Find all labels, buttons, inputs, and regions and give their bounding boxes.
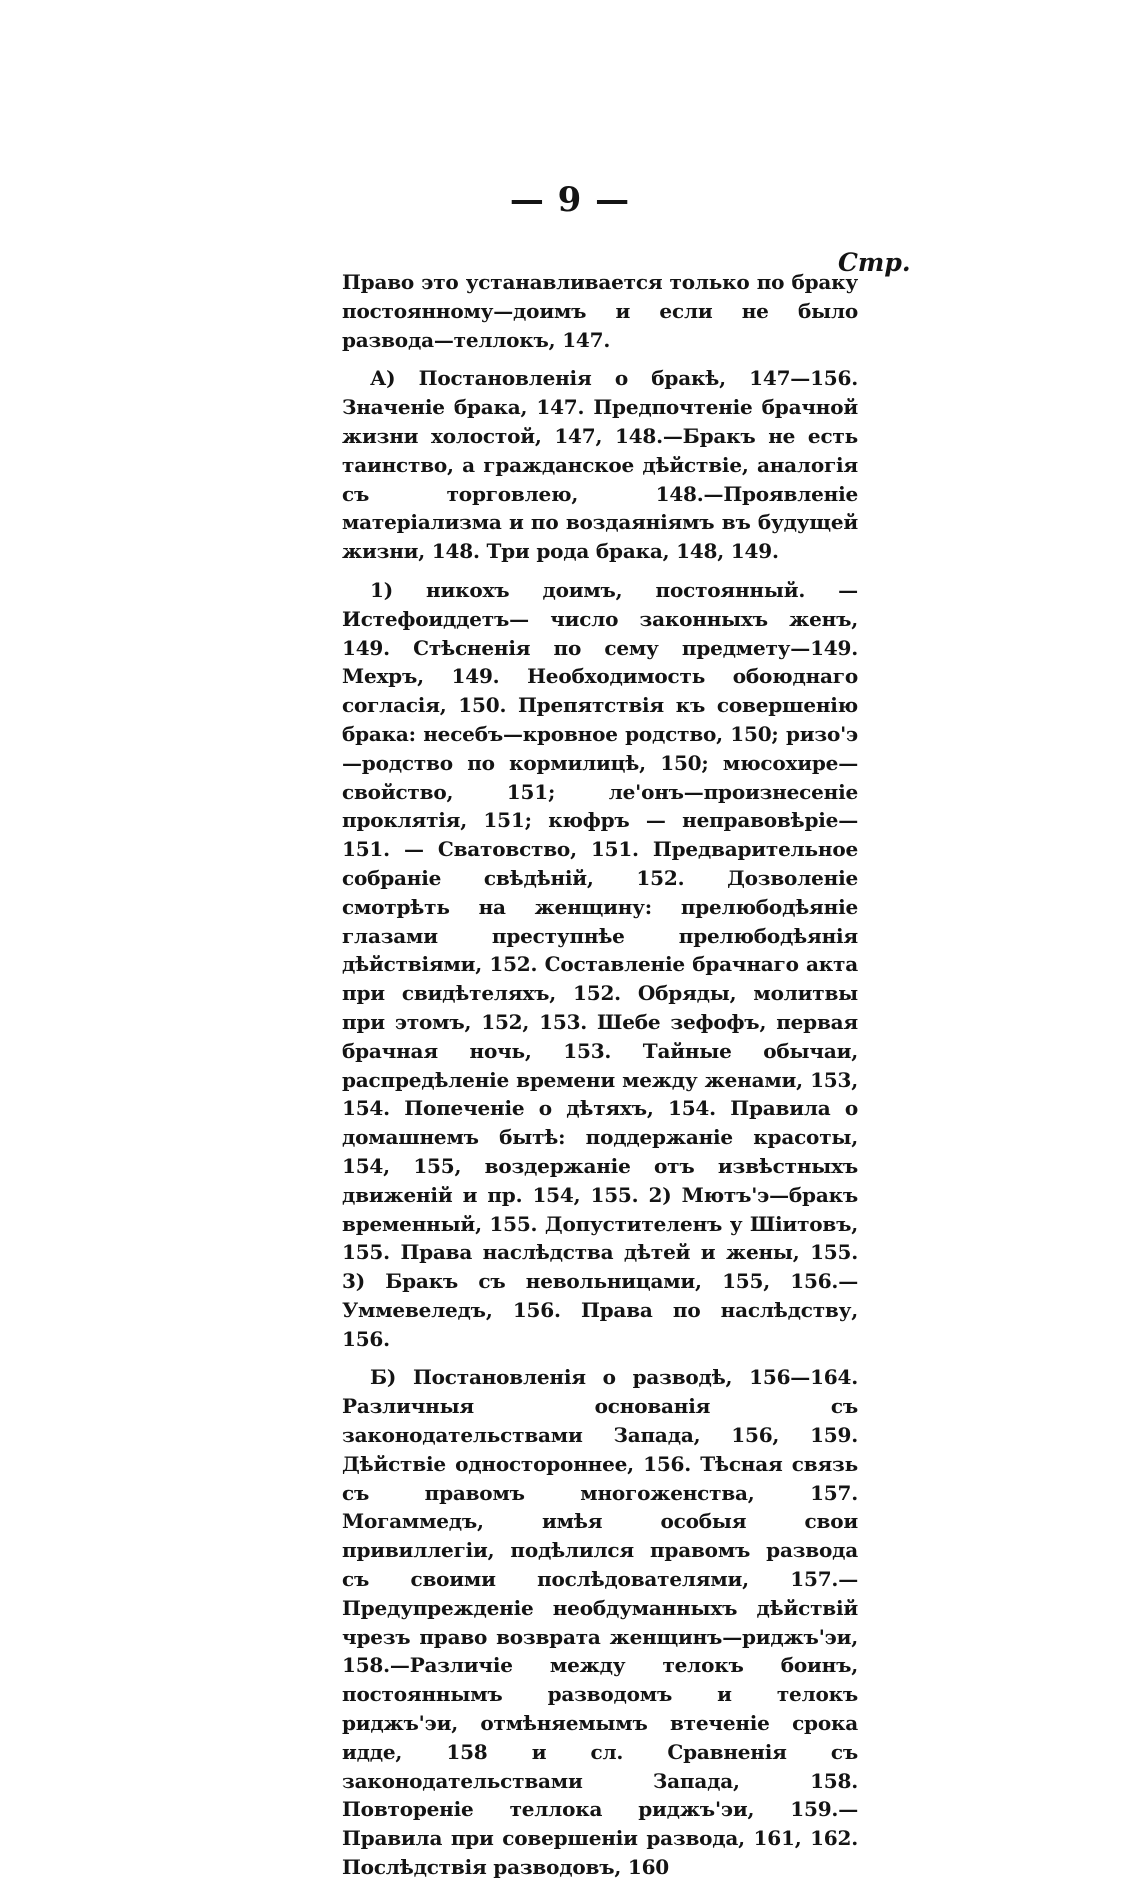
column-label: Стр. bbox=[838, 248, 911, 277]
body-text bbox=[342, 268, 858, 1892]
paragraph-marriage: А) Постановленія о бракѣ, 147—156. Значеніе брака, 147. Предпочтеніе брачной жизни холостой, 147, 148.—Бракъ не есть таинство, а гражданское дѣйствіе, аналогія съ торговлею, 148.—Проявленіе матеріализма и по воздаяніямъ въ будущей жизни, 148. Три рода брака, 148, 149. bbox=[342, 366, 858, 564]
paragraph-intro: Право это устанавливается только по браку постоянному—доимъ и если не было развода—теллокъ, 147. bbox=[342, 270, 858, 352]
paragraph-divorce: Б) Постановленія о разводѣ, 156—164. Различныя основанія съ законодательствами Запада, 156, 159. Дѣйствіе одностороннее, 156. Тѣсная связь съ правомъ многоженства, 157. Могаммедъ, имѣя особыя свои привиллегіи, подѣлился правомъ развода съ своими послѣдователями, 157.—Предупрежденіе необдуманныхъ дѣйствій чрезъ право возврата женщинъ—риджъ'эи, 158.—Различіе между телокъ боинъ, постояннымъ разводомъ и телокъ риджъ'эи, отмѣняемымъ втеченіе срока идде, 158 и сл. Сравненія съ законодательствами Запада, 158. Повтореніе теллока риджъ'эи, 159.—Правила при совершеніи развода, 161, 162. Послѣдствія разводовъ, 160 bbox=[342, 1365, 858, 1880]
paragraph-permanent-marriage: 1) никохъ доимъ, постоянный. — Истефоиддетъ— число законныхъ женъ, 149. Стѣсненія по сему предмету—149. Мехръ, 149. Необходимость обоюднаго согласія, 150. Препятствія къ совершенію брака: несебъ—кровное родство, 150; ризо'э—родство по кормилицѣ, 150; мюсохире—свойство, 151; ле'онъ—произнесеніе проклятія, 151; кюфръ — неправовѣріе— 151. — Сватовство, 151. Предварительное собраніе свѣдѣній, 152. Дозволеніе смотрѣть на женщину: прелюбодѣяніе глазами преступнѣе прелюбодѣянія дѣйствіями, 152. Составленіе брачнаго акта при свидѣтеляхъ, 152. Обряды, молитвы при этомъ, 152, 153. Шебе зефофъ, первая брачная ночь, 153. Тайные обычаи, распредѣленіе времени между женами, 153, 154. Попеченіе о дѣтяхъ, 154. Правила о домашнемъ бытѣ: поддержаніе красоты, 154, 155, воздержаніе отъ извѣстныхъ движеній и пр. 154, 155. 2) Мютъ'э—бракъ временный, 155. Допустителенъ у Шіитовъ, 155. Права наслѣдства дѣтей и жены, 155. 3) Бракъ съ невольницами, 155, 156.—Уммевеледъ, 156. Права по наслѣдству, 156. bbox=[342, 577, 858, 1351]
page-number: — 9 — bbox=[509, 180, 631, 220]
